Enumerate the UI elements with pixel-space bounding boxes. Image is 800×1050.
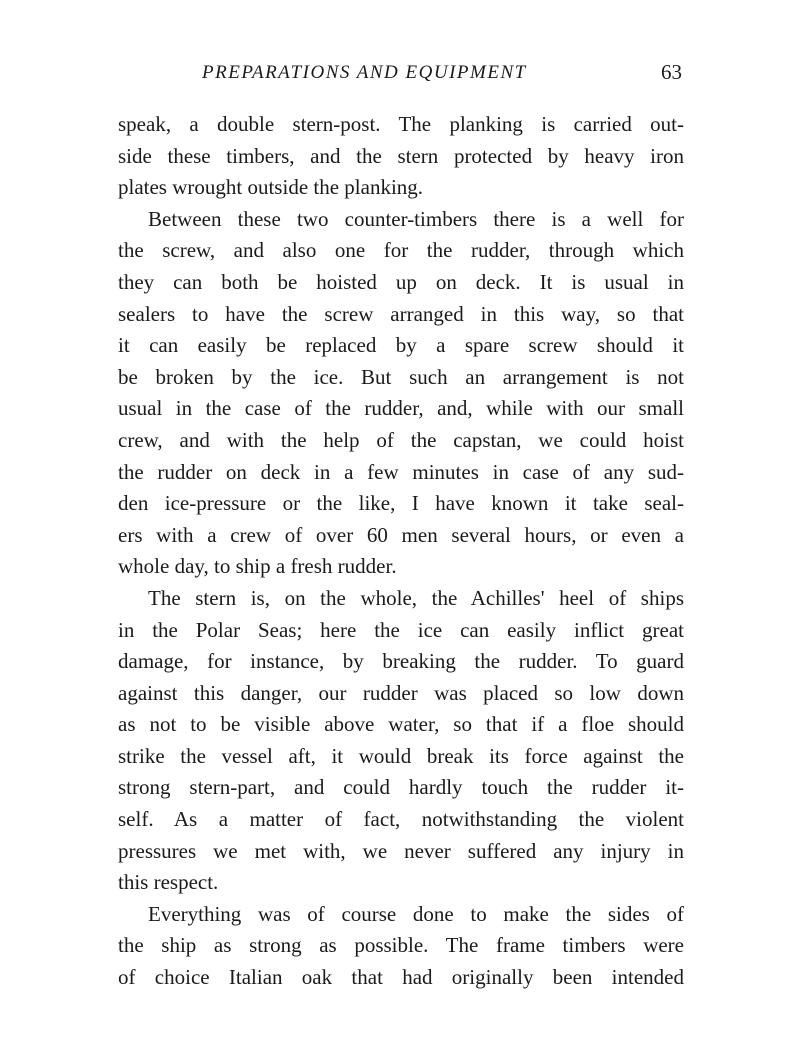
text-line: crew, and with the help of the capstan, we could hoist — [118, 427, 684, 452]
paragraph-first-line: Between these two counter-timbers there is a well for — [148, 206, 684, 231]
text-line: the rudder on deck in a few minutes in case of any sud- — [118, 459, 684, 484]
text-line: as not to be visible above water, so that if a floe should — [118, 712, 684, 737]
text-line: whole day, to ship a fresh rudder. — [118, 554, 397, 579]
text-line: pressures we met with, we never suffered any injury in — [118, 838, 684, 863]
text-line: sealers to have the screw arranged in this way, so that — [118, 301, 684, 326]
text-line: against this danger, our rudder was placed so low down — [118, 680, 684, 705]
text-line: plates wrought outside the planking. — [118, 175, 424, 200]
text-line: ers with a crew of over 60 men several hours, or even a — [118, 522, 684, 547]
paragraph-first-line: The stern is, on the whole, the Achilles' heel of ships — [148, 585, 684, 610]
text-line: be broken by the ice. But such an arrangement is not — [118, 364, 684, 389]
text-line: usual in the case of the rudder, and, while with our small — [118, 396, 684, 421]
text-line: den ice-pressure or the like, I have known it take seal- — [118, 491, 684, 516]
text-line: self. As a matter of fact, notwithstanding the violent — [118, 807, 684, 832]
body-text — [118, 109, 684, 994]
text-line: speak, a double stern-post. The planking is carried out- — [118, 112, 684, 136]
text-line: strike the vessel aft, it would break its force against the — [118, 743, 684, 768]
text-line: damage, for instance, by breaking the rudder. To guard — [118, 649, 684, 674]
text-line: they can both be hoisted up on deck. It is usual in — [118, 269, 684, 294]
text-line: strong stern-part, and could hardly touch the rudder it- — [118, 775, 684, 800]
text-line: it can easily be replaced by a spare screw should it — [118, 333, 684, 358]
text-line: of choice Italian oak that had originally been intended — [118, 965, 684, 990]
running-header — [118, 62, 684, 92]
text-line: side these timbers, and the stern protected by heavy iron — [118, 143, 684, 168]
running-title: PREPARATIONS AND EQUIPMENT — [202, 62, 527, 83]
text-line: this respect. — [118, 870, 219, 895]
text-line: the screw, and also one for the rudder, through which — [118, 238, 684, 263]
page-number: 63 — [661, 60, 682, 84]
text-line: in the Polar Seas; here the ice can easily inflict great — [118, 617, 684, 642]
paragraph-first-line: Everything was of course done to make the sides of — [148, 901, 684, 926]
text-line: the ship as strong as possible. The frame timbers were — [118, 933, 684, 958]
